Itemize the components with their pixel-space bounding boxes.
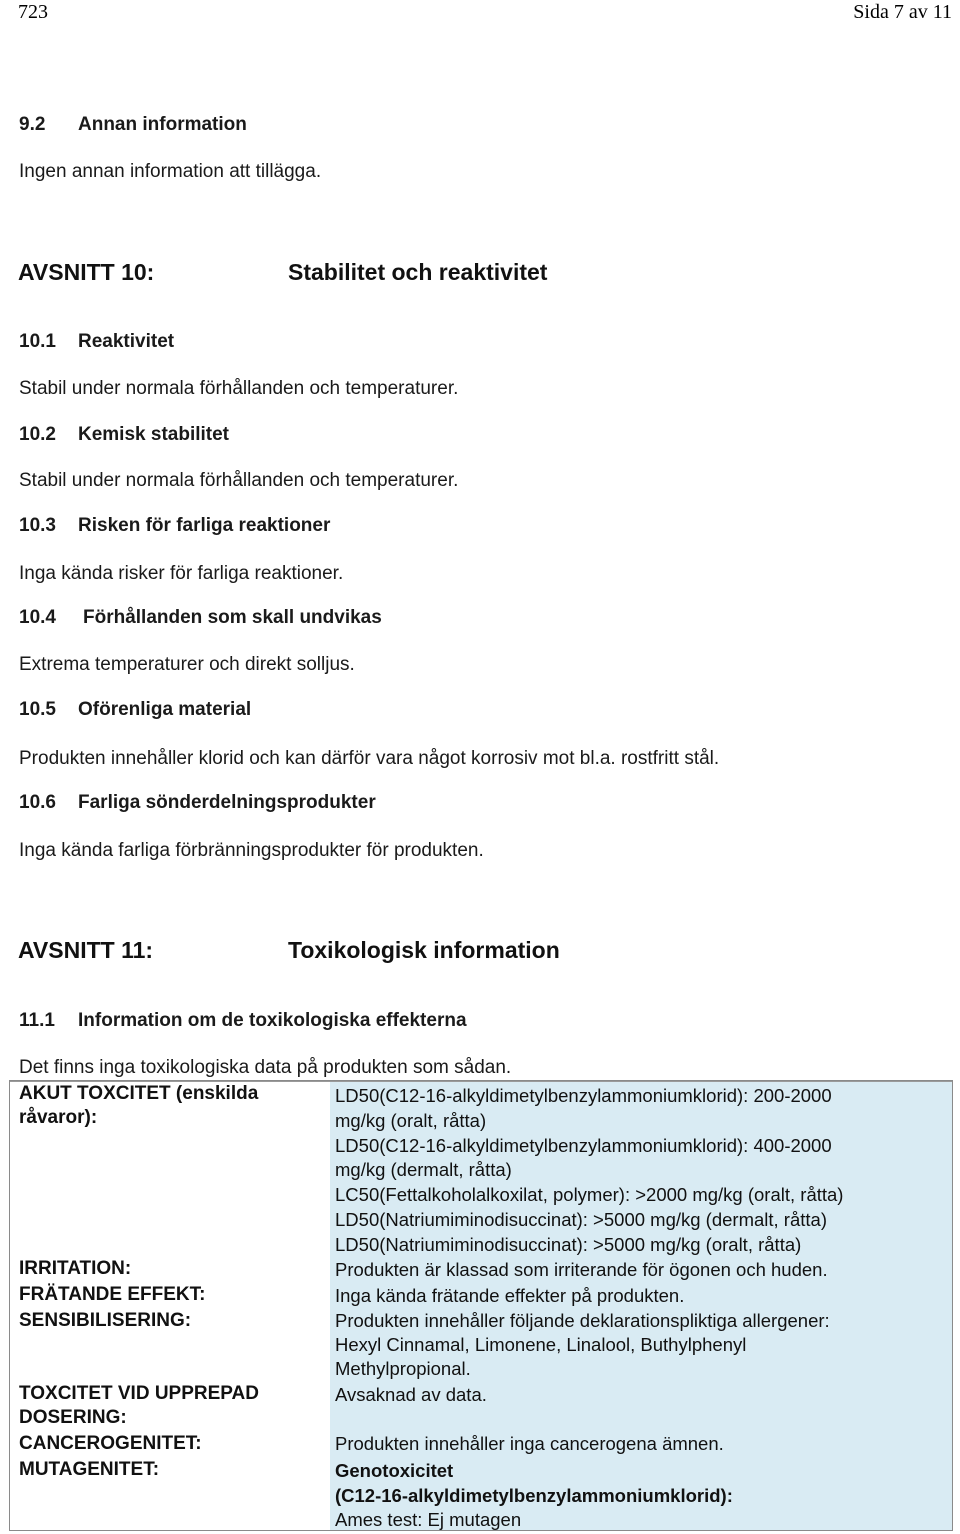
repeated-dose-label-line1: TOXCITET VID UPPREPAD <box>19 1383 259 1404</box>
subsection-number: 10.6 <box>19 792 56 813</box>
mutagenicity-value-heading: Genotoxicitet <box>335 1460 454 1481</box>
subsection-number: 10.1 <box>19 331 56 352</box>
acute-toxicity-value: mg/kg (dermalt, råtta) <box>335 1159 512 1180</box>
mutagenicity-label: MUTAGENITET: <box>19 1459 160 1480</box>
repeated-dose-label-line2: DOSERING: <box>19 1407 127 1428</box>
section-10-label: AVSNITT 10: <box>18 259 155 285</box>
irritation-value: Produkten är klassad som irriterande för ögonen och huden. <box>335 1259 828 1280</box>
subsection-number: 11.1 <box>19 1010 55 1031</box>
subsection-title: Farliga sönderdelningsprodukter <box>78 792 376 813</box>
section-11-label: AVSNITT 11: <box>18 937 154 963</box>
subsection-title: Kemisk stabilitet <box>78 424 229 445</box>
subsection-9-2-text: Ingen annan information att tillägga. <box>19 161 322 182</box>
repeated-dose-value: Avsaknad av data. <box>335 1384 487 1405</box>
carcinogenicity-label: CANCEROGENITET: <box>19 1433 202 1454</box>
table-top-border <box>10 1081 952 1082</box>
subsection-number: 10.5 <box>19 699 56 720</box>
subsection-11-1-heading <box>19 1010 467 1032</box>
subsection-9-2-heading <box>19 114 247 136</box>
subsection-title: Annan information <box>78 114 247 135</box>
subsection-10-5-text: Produkten innehåller klorid och kan därför vara något korrosiv mot bl.a. rostfritt stål. <box>19 748 720 769</box>
mutagenicity-value-substance: (C12-16-alkyldimetylbenzylammoniumklorid): <box>335 1485 733 1506</box>
subsection-10-1-text: Stabil under normala förhållanden och temperaturer. <box>19 378 459 399</box>
sensitization-value: Produkten innehåller följande deklarationspliktiga allergener: <box>335 1310 830 1331</box>
subsection-10-4-text: Extrema temperaturer och direkt solljus. <box>19 654 355 675</box>
sensitization-value: Methylpropional. <box>335 1358 471 1379</box>
subsection-title: Information om de toxikologiska effekterna <box>78 1010 467 1031</box>
acute-toxicity-value: LD50(C12-16-alkyldimetylbenzylammoniumklorid): 400-2000 <box>335 1135 832 1156</box>
sensitization-value: Hexyl Cinnamal, Limonene, Linalool, Buthylphenyl <box>335 1334 747 1355</box>
subsection-11-1-text: Det finns inga toxikologiska data på produkten som sådan. <box>19 1057 512 1078</box>
subsection-10-3-text: Inga kända risker för farliga reaktioner. <box>19 563 344 584</box>
subsection-title: Oförenliga material <box>78 699 252 720</box>
subsection-number: 9.2 <box>19 114 46 135</box>
section-11-title: Toxikologisk information <box>288 937 560 963</box>
subsection-10-2-heading <box>19 424 229 446</box>
subsection-10-3-heading <box>19 515 330 537</box>
subsection-10-2-text: Stabil under normala förhållanden och temperaturer. <box>19 470 459 491</box>
subsection-10-5-heading <box>19 699 251 721</box>
acute-toxicity-label-line1: AKUT TOXCITET (enskilda <box>19 1083 259 1104</box>
page-indicator: Sida 7 av 11 <box>853 1 952 23</box>
acute-toxicity-value: LD50(Natriumiminodisuccinat): >5000 mg/kg (oralt, råtta) <box>335 1234 802 1255</box>
section-10-title: Stabilitet och reaktivitet <box>288 259 548 285</box>
subsection-10-4-heading <box>19 607 382 629</box>
carcinogenicity-value: Produkten innehåller inga cancerogena ämnen. <box>335 1433 724 1454</box>
acute-toxicity-label-line2: råvaror): <box>19 1107 98 1128</box>
corrosive-effect-label: FRÄTANDE EFFEKT: <box>19 1284 206 1305</box>
sensitization-label: SENSIBILISERING: <box>19 1310 192 1331</box>
subsection-title: Risken för farliga reaktioner <box>78 515 331 536</box>
subsection-number: 10.2 <box>19 424 56 445</box>
acute-toxicity-value: mg/kg (oralt, råtta) <box>335 1110 487 1131</box>
mutagenicity-value-result: Ames test: Ej mutagen <box>335 1509 522 1530</box>
irritation-label: IRRITATION: <box>19 1258 132 1279</box>
corrosive-effect-value: Inga kända frätande effekter på produkten. <box>335 1285 685 1306</box>
subsection-10-6-text: Inga kända farliga förbränningsprodukter för produkten. <box>19 840 484 861</box>
subsection-title: Förhållanden som skall undvikas <box>83 607 382 628</box>
subsection-10-6-heading <box>19 792 376 814</box>
document-number: 723 <box>18 1 48 23</box>
subsection-number: 10.4 <box>19 607 56 628</box>
subsection-number: 10.3 <box>19 515 56 536</box>
subsection-title: Reaktivitet <box>78 331 175 352</box>
acute-toxicity-value: LC50(Fettalkoholalkoxilat, polymer): >2000 mg/kg (oralt, råtta) <box>335 1184 844 1205</box>
subsection-10-1-heading <box>19 331 174 353</box>
acute-toxicity-value: LD50(Natriumiminodisuccinat): >5000 mg/kg (dermalt, råtta) <box>335 1209 827 1230</box>
acute-toxicity-value: LD50(C12-16-alkyldimetylbenzylammoniumklorid): 200-2000 <box>335 1085 832 1106</box>
